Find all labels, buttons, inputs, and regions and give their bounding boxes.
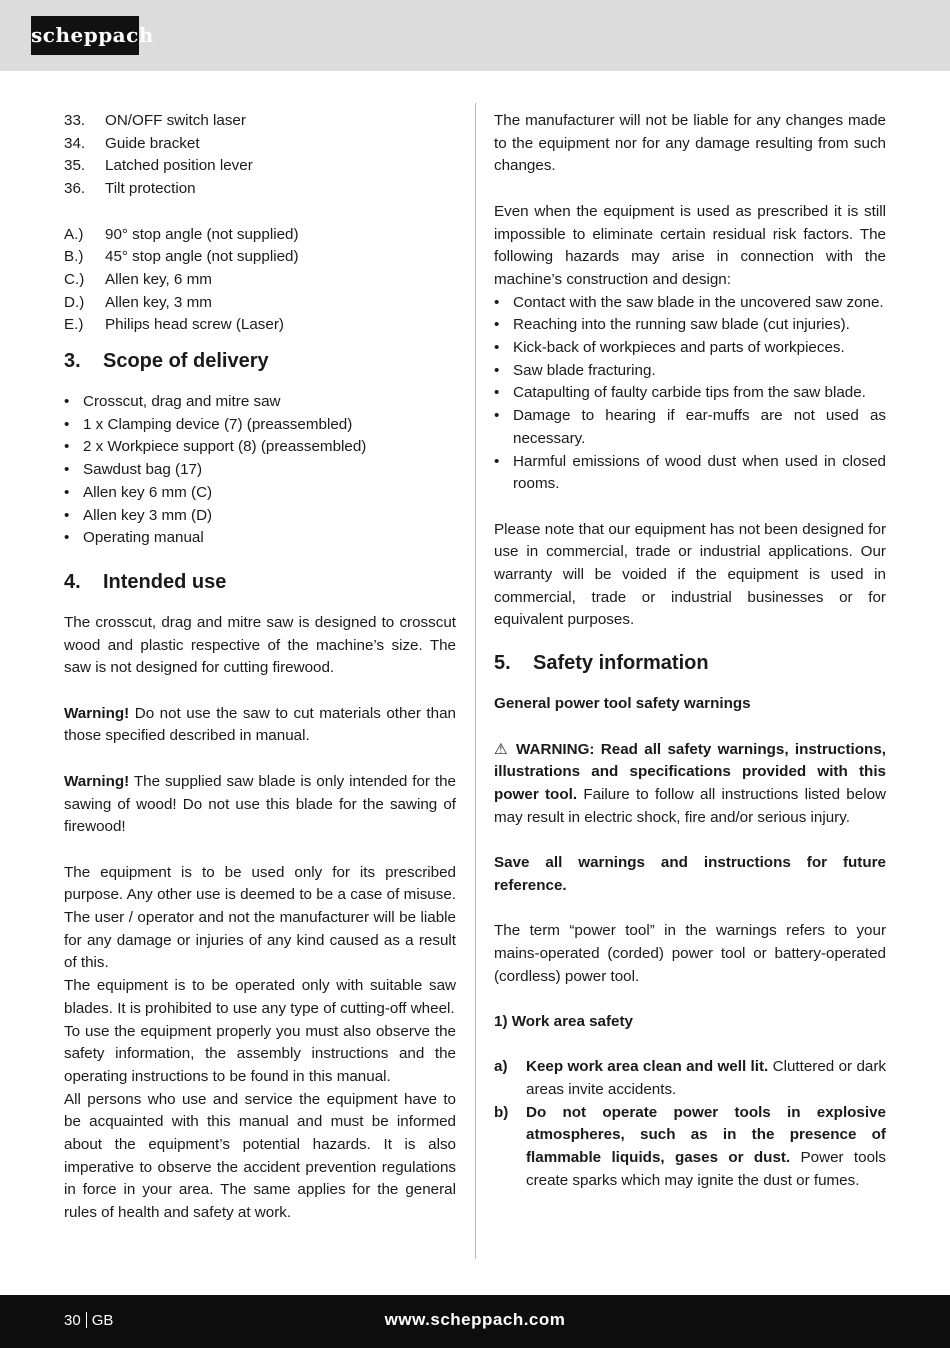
list-item: • Catapulting of faulty carbide tips from the saw blade. xyxy=(494,382,886,405)
list-item: • Saw blade fracturing. xyxy=(494,360,886,383)
list-item: C.) Allen key, 6 mm xyxy=(64,270,212,288)
section-heading-intended-use: 4. Intended use xyxy=(64,570,227,593)
list-item: • Allen key 3 mm (D) xyxy=(64,505,456,528)
list-item: 34. Guide bracket xyxy=(64,134,200,152)
list-item: • Reaching into the running saw blade (cut injuries). xyxy=(494,314,886,337)
page-number: 30 GB xyxy=(64,1312,114,1329)
intended-use-intro: The crosscut, drag and mitre saw is designed to crosscut wood and plastic respective of the machine’s size. The saw is not designed for cutting firewood. xyxy=(64,613,456,677)
body-paragraph: All persons who use and service the equipment have to be acquainted with this manual and must be informed about the equipment’s potential hazards. It is also imperative to observe the accident prevention regulations in force in your area. The same applies for the general rules of health and safety at work. xyxy=(64,1090,456,1222)
list-item: 33. ON/OFF switch laser xyxy=(64,112,246,129)
column-divider xyxy=(475,103,476,1259)
warning-paragraph: ⚠ WARNING: Read all safety warnings, instructions, illustrations and specifications provided with this power tool. Failure to follow all instructions listed below may result in electric shock, fire and/or serious injury. xyxy=(494,740,886,826)
website-link[interactable]: www.scheppach.com xyxy=(384,1310,566,1329)
scheppach-logo: scheppach xyxy=(31,16,139,55)
list-item: • Allen key 6 mm (C) xyxy=(64,482,456,505)
list-item: • 1 x Clamping device (7) (preassembled) xyxy=(64,414,456,437)
list-item: 36. Tilt protection xyxy=(64,180,196,198)
power-tool-term-note: The term “power tool” in the warnings refers to your mains-operated (corded) power tool or battery-operated (cordless) power tool. xyxy=(494,922,886,985)
subheading-general-warnings: General power tool safety warnings xyxy=(494,695,751,713)
list-item: • Harmful emissions of wood dust when used in closed rooms. xyxy=(494,451,886,496)
list-item: • Operating manual xyxy=(64,527,456,550)
section-heading-safety: 5. Safety information xyxy=(494,652,709,675)
warning-paragraph: Warning! Do not use the saw to cut materials other than those specified described in manual. xyxy=(64,704,456,745)
body-paragraph: To use the equipment properly you must also observe the safety information, the assembly instructions and the operating instructions to be found in this manual. xyxy=(64,1022,456,1085)
hazards-list xyxy=(494,292,886,496)
commercial-note: Please note that our equipment has not been designed for use in commercial, trade or industrial applications. Our warranty will be voided if the equipment is used in commercial, trade or industrial businesses or for equivalent purposes. xyxy=(494,520,886,629)
section-heading-scope: 3. Scope of delivery xyxy=(64,350,269,373)
body-paragraph: The equipment is to be operated only with suitable saw blades. It is prohibited to use any type of cutting-off wheel. xyxy=(64,977,456,1017)
work-area-list xyxy=(494,1056,886,1192)
scope-of-delivery-list xyxy=(64,391,456,550)
list-item: b) Do not operate power tools in explosive atmospheres, such as in the presence of flammable liquids, gases or dust. Power tools create sparks which may ignite the dust or fumes. xyxy=(494,1103,887,1189)
list-item: • Contact with the saw blade in the uncovered saw zone. xyxy=(494,292,886,315)
list-item: 35. Latched position lever xyxy=(64,157,253,175)
subheading-work-area: 1) Work area safety xyxy=(494,1012,634,1030)
list-item: • Damage to hearing if ear-muffs are not used as necessary. xyxy=(494,405,886,450)
list-item: • Sawdust bag (17) xyxy=(64,459,456,482)
numbered-parts-list xyxy=(64,110,456,201)
liability-paragraph: The manufacturer will not be liable for any changes made to the equipment nor for any damage resulting from such changes. xyxy=(494,112,886,175)
lettered-parts-list xyxy=(64,224,456,338)
save-warnings-note: Save all warnings and instructions for future reference. xyxy=(494,854,886,894)
footer-bar xyxy=(0,1295,950,1348)
warning-paragraph: Warning! The supplied saw blade is only intended for the sawing of wood! Do not use this blade for the sawing of firewood! xyxy=(64,772,456,836)
list-item: E.) Philips head screw (Laser) xyxy=(64,316,284,334)
list-item: • 2 x Workpiece support (8) (preassembled) xyxy=(64,436,456,459)
right-column xyxy=(494,110,886,1193)
header-bar xyxy=(0,0,950,71)
list-item: a) Keep work area clean and well lit. Cluttered or dark areas invite accidents. xyxy=(494,1058,886,1099)
list-item: • Crosscut, drag and mitre saw xyxy=(64,391,456,414)
warning-triangle-icon: ⚠ xyxy=(494,740,510,758)
list-item: A.) 90° stop angle (not supplied) xyxy=(64,225,299,243)
residual-risk-intro: Even when the equipment is used as prescribed it is still impossible to eliminate certain residual risk factors. The following hazards may arise in connection with the machine’s construction and design: xyxy=(494,202,886,288)
left-column xyxy=(64,110,456,1225)
list-item: • Kick-back of workpieces and parts of workpieces. xyxy=(494,337,886,360)
list-item: B.) 45° stop angle (not supplied) xyxy=(64,248,299,266)
body-paragraph: The equipment is to be used only for its prescribed purpose. Any other use is deemed to be a case of misuse. The user / operator and not the manufacturer will be liable for any damage or injuries of any kind caused as a result of this. xyxy=(64,863,456,972)
list-item: D.) Allen key, 3 mm xyxy=(64,293,212,311)
